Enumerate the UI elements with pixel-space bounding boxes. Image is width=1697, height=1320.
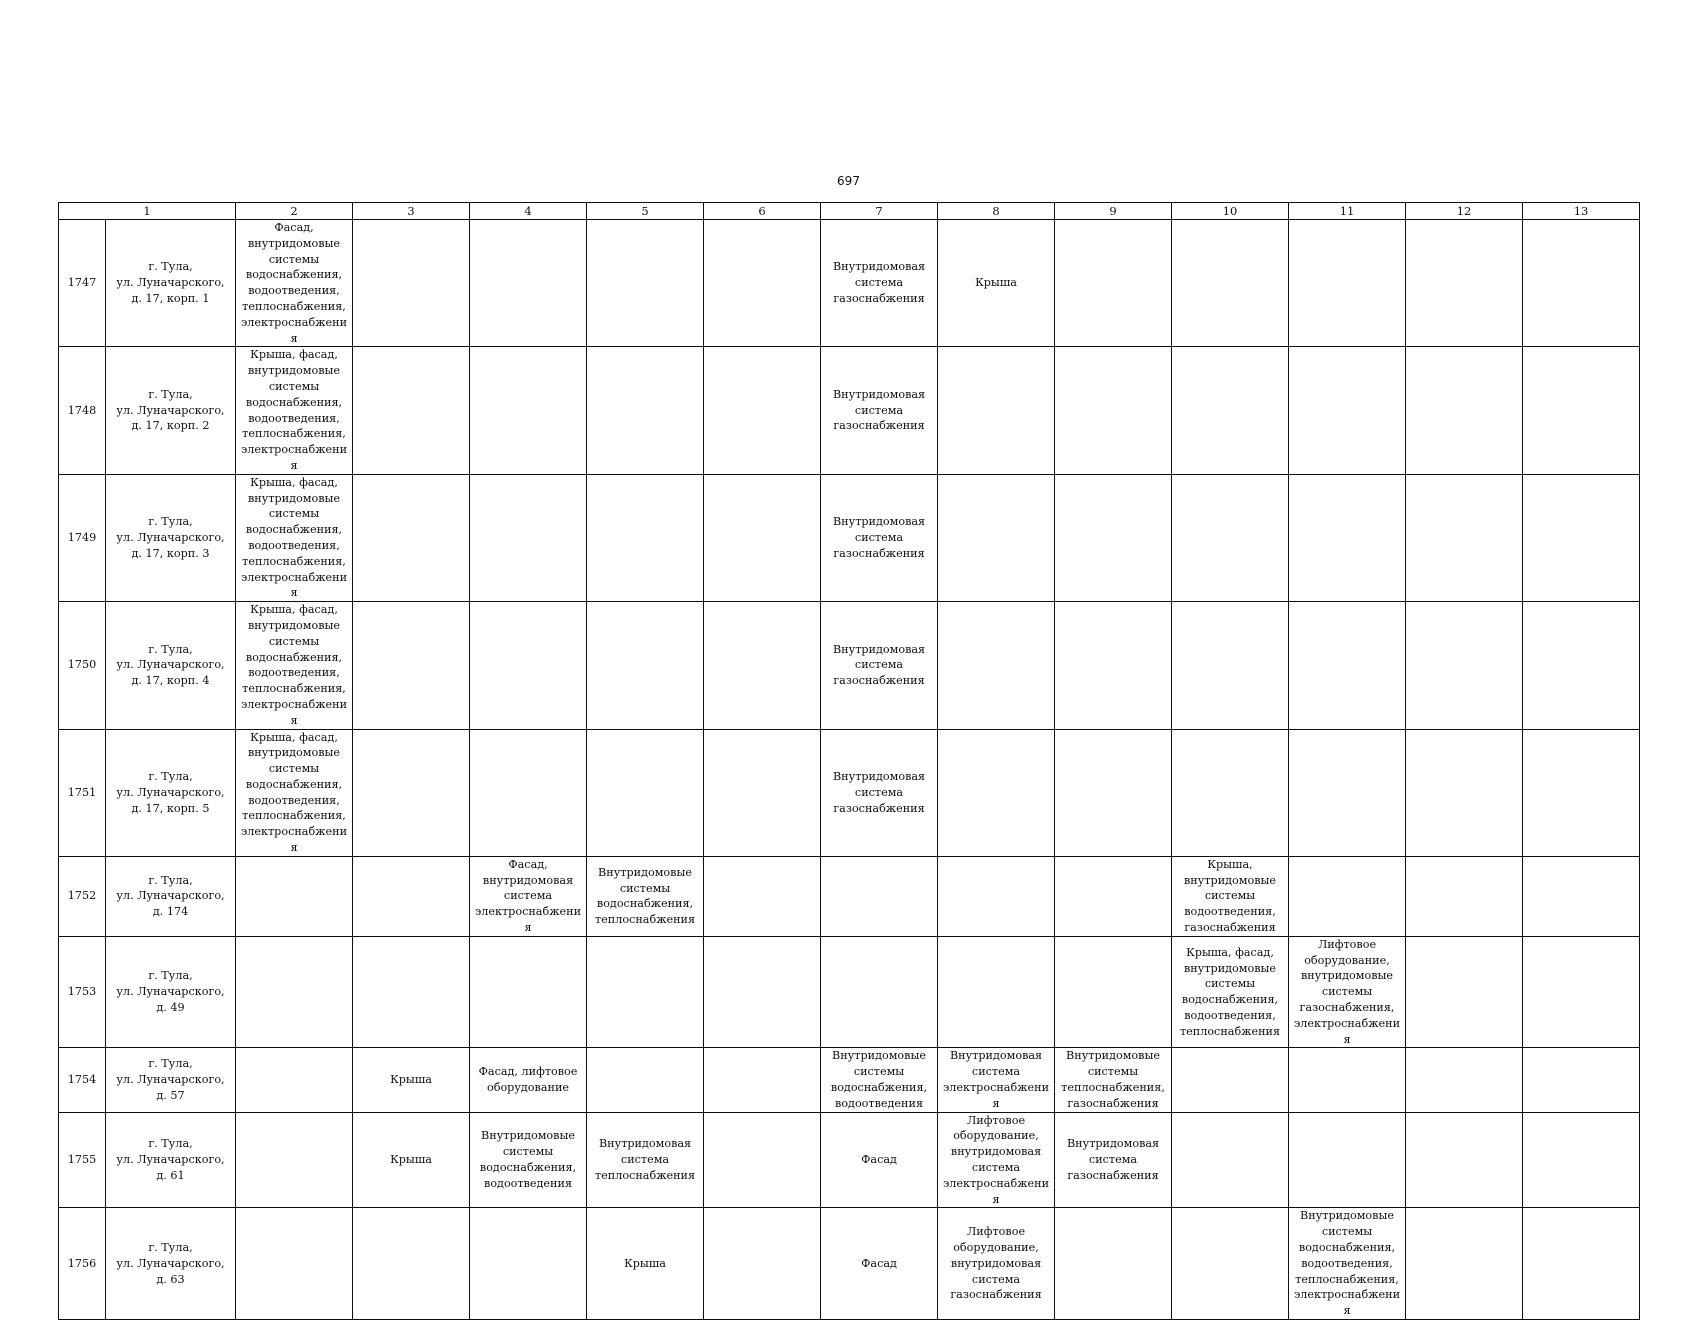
work-text: Фасад [861, 1256, 897, 1270]
work-cell [353, 936, 470, 1048]
address-cell [106, 1208, 236, 1320]
work-cell [587, 1208, 704, 1320]
work-cell [1406, 729, 1523, 856]
work-cell [1523, 856, 1640, 936]
work-cell [1055, 936, 1172, 1048]
work-cell [821, 474, 938, 601]
address-text: г. Тула, ул. Луначарского, д. 61 [116, 1137, 225, 1182]
work-cell [1172, 1048, 1289, 1112]
work-cell [1055, 856, 1172, 936]
address-cell [106, 474, 236, 601]
work-cell [587, 936, 704, 1048]
work-cell [704, 220, 821, 347]
work-cell [938, 936, 1055, 1048]
work-cell [587, 602, 704, 729]
work-text: Крыша [390, 1073, 432, 1087]
work-cell [1406, 936, 1523, 1048]
work-cell [1172, 1112, 1289, 1208]
work-text: Внутридомовая система газоснабжения [832, 515, 926, 560]
address-text: г. Тула, ул. Луначарского, д. 17, корп. 4 [116, 642, 225, 688]
table-row [59, 220, 1640, 347]
work-cell [1055, 474, 1172, 601]
work-cell [704, 936, 821, 1048]
column-header: 9 [1055, 203, 1172, 220]
work-cell [1523, 347, 1640, 474]
work-cell [236, 856, 353, 936]
work-cell [938, 347, 1055, 474]
work-cell [470, 1208, 587, 1320]
work-cell [704, 347, 821, 474]
work-text: Фасад [861, 1153, 897, 1167]
address-cell [106, 936, 236, 1048]
work-cell [704, 729, 821, 856]
work-text: Внутридомовая система газоснабжения [832, 642, 926, 688]
work-cell [1406, 1048, 1523, 1112]
work-cell [587, 220, 704, 347]
work-cell [470, 936, 587, 1048]
work-cell [1523, 220, 1640, 347]
work-cell [938, 1208, 1055, 1320]
column-header: 5 [587, 203, 704, 220]
work-cell [353, 1208, 470, 1320]
work-text: Крыша [975, 276, 1017, 290]
column-header: 2 [236, 203, 353, 220]
work-cell [353, 474, 470, 601]
table-row [59, 936, 1640, 1048]
address-text: г. Тула, ул. Луначарского, д. 49 [116, 969, 225, 1015]
work-cell [1055, 347, 1172, 474]
column-header: 8 [938, 203, 1055, 220]
row-number: 1751 [59, 729, 106, 856]
work-cell [704, 602, 821, 729]
address-cell [106, 220, 236, 347]
work-cell [1172, 602, 1289, 729]
work-cell [470, 729, 587, 856]
work-cell [821, 1208, 938, 1320]
table-row [59, 602, 1640, 729]
table-row [59, 347, 1640, 474]
work-cell [236, 602, 353, 729]
column-header: 1 [59, 203, 236, 220]
table-row [59, 1048, 1640, 1112]
work-cell [236, 347, 353, 474]
work-cell [1406, 1112, 1523, 1208]
work-cell [938, 602, 1055, 729]
work-cell [236, 220, 353, 347]
work-text: Фасад, внутридомовая система электроснабжения [475, 857, 582, 935]
work-cell [1523, 729, 1640, 856]
work-text: Лифтовое оборудование, внутридомовые системы газоснабжения, электроснабжения [1294, 937, 1401, 1046]
work-text: Внутридомовые системы водоснабжения, теплоснабжения [594, 865, 696, 927]
work-text: Крыша, внутридомовые системы водоотведения, газоснабжения [1184, 857, 1277, 935]
work-cell [821, 1112, 938, 1208]
work-cell [1523, 602, 1640, 729]
work-cell [1172, 729, 1289, 856]
work-text: Внутридомовые системы водоснабжения, водоотведения [479, 1129, 577, 1190]
column-header: 12 [1406, 203, 1523, 220]
work-cell [1289, 474, 1406, 601]
column-header: 4 [470, 203, 587, 220]
work-text: Внутридомовая система электроснабжения [943, 1049, 1050, 1110]
work-text: Крыша, фасад, внутридомовые системы водоснабжения, водоотведения, теплоснабжения, электроснабжения [241, 475, 348, 600]
work-cell [1172, 220, 1289, 347]
work-cell [587, 1048, 704, 1112]
table-row [59, 729, 1640, 856]
work-cell [1406, 1208, 1523, 1320]
row-number: 1755 [59, 1112, 106, 1208]
work-cell [821, 602, 938, 729]
work-text: Внутридомовая система газоснабжения [1066, 1137, 1160, 1182]
work-cell [1289, 220, 1406, 347]
work-text: Крыша, фасад, внутридомовые системы водоснабжения, водоотведения, теплоснабжения, электроснабжения [241, 348, 348, 472]
work-cell [1523, 1208, 1640, 1320]
work-cell [587, 347, 704, 474]
work-cell [704, 1208, 821, 1320]
work-cell [821, 856, 938, 936]
work-text: Внутридомовые системы водоснабжения, водоотведения, теплоснабжения, электроснабжения [1294, 1209, 1401, 1318]
work-text: Крыша [390, 1153, 432, 1167]
work-cell [1523, 1112, 1640, 1208]
address-cell [106, 1112, 236, 1208]
work-cell [353, 856, 470, 936]
work-cell [353, 729, 470, 856]
work-cell [353, 347, 470, 474]
address-cell [106, 856, 236, 936]
work-cell [1055, 1112, 1172, 1208]
work-text: Крыша, фасад, внутридомовые системы водоснабжения, водоотведения, теплоснабжения, электроснабжения [241, 730, 348, 855]
work-cell [470, 220, 587, 347]
table-row [59, 1208, 1640, 1320]
work-cell [1406, 602, 1523, 729]
work-cell [1406, 474, 1523, 601]
capital-repair-table [58, 202, 1640, 1320]
work-text: Внутридомовые системы теплоснабжения, газоснабжения [1061, 1049, 1165, 1110]
address-cell [106, 729, 236, 856]
work-cell [938, 1112, 1055, 1208]
work-cell [470, 474, 587, 601]
work-text: Крыша, фасад, внутридомовые системы водоснабжения, водоотведения, теплоснабжения, электроснабжения [241, 603, 348, 727]
work-cell [236, 936, 353, 1048]
work-cell [1289, 347, 1406, 474]
work-cell [704, 1112, 821, 1208]
work-cell [1172, 936, 1289, 1048]
work-cell [353, 1048, 470, 1112]
address-text: г. Тула, ул. Луначарского, д. 57 [116, 1057, 225, 1102]
work-cell [1289, 602, 1406, 729]
work-cell [1172, 1208, 1289, 1320]
work-cell [470, 602, 587, 729]
work-text: Внутридомовая система теплоснабжения [594, 1137, 696, 1182]
work-text: Внутридомовая система газоснабжения [832, 387, 926, 433]
work-cell [938, 474, 1055, 601]
work-cell [353, 602, 470, 729]
table-row [59, 856, 1640, 936]
work-text: Внутридомовая система газоснабжения [832, 769, 926, 815]
work-cell [821, 729, 938, 856]
row-number: 1747 [59, 220, 106, 347]
address-text: г. Тула, ул. Луначарского, д. 17, корп. 3 [116, 515, 225, 560]
work-text: Крыша [624, 1256, 666, 1270]
work-cell [1289, 1208, 1406, 1320]
work-cell [353, 220, 470, 347]
address-text: г. Тула, ул. Луначарского, д. 174 [116, 873, 225, 919]
address-text: г. Тула, ул. Луначарского, д. 63 [116, 1241, 225, 1286]
work-cell [1289, 936, 1406, 1048]
row-number: 1754 [59, 1048, 106, 1112]
work-cell [1055, 602, 1172, 729]
column-header: 6 [704, 203, 821, 220]
table-row [59, 474, 1640, 601]
table-row [59, 1112, 1640, 1208]
work-cell [1523, 474, 1640, 601]
work-cell [821, 1048, 938, 1112]
column-header: 3 [353, 203, 470, 220]
work-cell [1172, 856, 1289, 936]
address-text: г. Тула, ул. Луначарского, д. 17, корп. 5 [116, 769, 225, 815]
work-cell [938, 856, 1055, 936]
work-cell [470, 1112, 587, 1208]
work-text: Лифтовое оборудование, внутридомовая система газоснабжения [950, 1225, 1042, 1302]
work-cell [821, 347, 938, 474]
work-cell [1289, 856, 1406, 936]
work-cell [1172, 347, 1289, 474]
row-number: 1748 [59, 347, 106, 474]
work-text: Лифтовое оборудование, внутридомовая система электроснабжения [943, 1113, 1050, 1206]
column-header: 10 [1172, 203, 1289, 220]
work-text: Фасад, внутридомовые системы водоснабжения, водоотведения, теплоснабжения, электроснабжения [241, 221, 348, 345]
work-cell [938, 220, 1055, 347]
row-number: 1750 [59, 602, 106, 729]
work-cell [1055, 1208, 1172, 1320]
row-number: 1749 [59, 474, 106, 601]
work-cell [821, 936, 938, 1048]
header-row [59, 203, 1640, 220]
work-cell [470, 856, 587, 936]
work-cell [587, 729, 704, 856]
work-cell [1406, 347, 1523, 474]
work-cell [587, 856, 704, 936]
work-text: Фасад, лифтовое оборудование [478, 1065, 578, 1095]
column-header: 11 [1289, 203, 1406, 220]
work-cell [236, 1208, 353, 1320]
work-cell [1523, 1048, 1640, 1112]
work-cell [704, 856, 821, 936]
work-cell [1406, 856, 1523, 936]
work-cell [704, 474, 821, 601]
column-header: 7 [821, 203, 938, 220]
row-number: 1752 [59, 856, 106, 936]
work-cell [938, 1048, 1055, 1112]
work-cell [236, 729, 353, 856]
address-cell [106, 347, 236, 474]
address-cell [106, 602, 236, 729]
work-cell [1055, 729, 1172, 856]
work-cell [1172, 474, 1289, 601]
work-cell [470, 1048, 587, 1112]
work-text: Внутридомовая система газоснабжения [832, 260, 926, 306]
address-cell [106, 1048, 236, 1112]
work-cell [938, 729, 1055, 856]
work-text: Крыша, фасад, внутридомовые системы водоснабжения, водоотведения, теплоснабжения [1179, 945, 1281, 1038]
work-cell [587, 1112, 704, 1208]
work-cell [236, 1048, 353, 1112]
work-cell [1406, 220, 1523, 347]
page-number: 697 [837, 174, 860, 188]
work-cell [1055, 220, 1172, 347]
work-cell [1055, 1048, 1172, 1112]
work-cell [1523, 936, 1640, 1048]
work-cell [704, 1048, 821, 1112]
work-cell [236, 1112, 353, 1208]
work-cell [1289, 1112, 1406, 1208]
row-number: 1753 [59, 936, 106, 1048]
work-cell [1289, 1048, 1406, 1112]
work-cell [236, 474, 353, 601]
work-cell [587, 474, 704, 601]
work-cell [353, 1112, 470, 1208]
column-header: 13 [1523, 203, 1640, 220]
work-text: Внутридомовые системы водоснабжения, водоотведения [830, 1049, 928, 1110]
work-cell [1289, 729, 1406, 856]
address-text: г. Тула, ул. Луначарского, д. 17, корп. 1 [116, 260, 225, 306]
work-cell [821, 220, 938, 347]
address-text: г. Тула, ул. Луначарского, д. 17, корп. 2 [116, 387, 225, 433]
row-number: 1756 [59, 1208, 106, 1320]
work-cell [470, 347, 587, 474]
